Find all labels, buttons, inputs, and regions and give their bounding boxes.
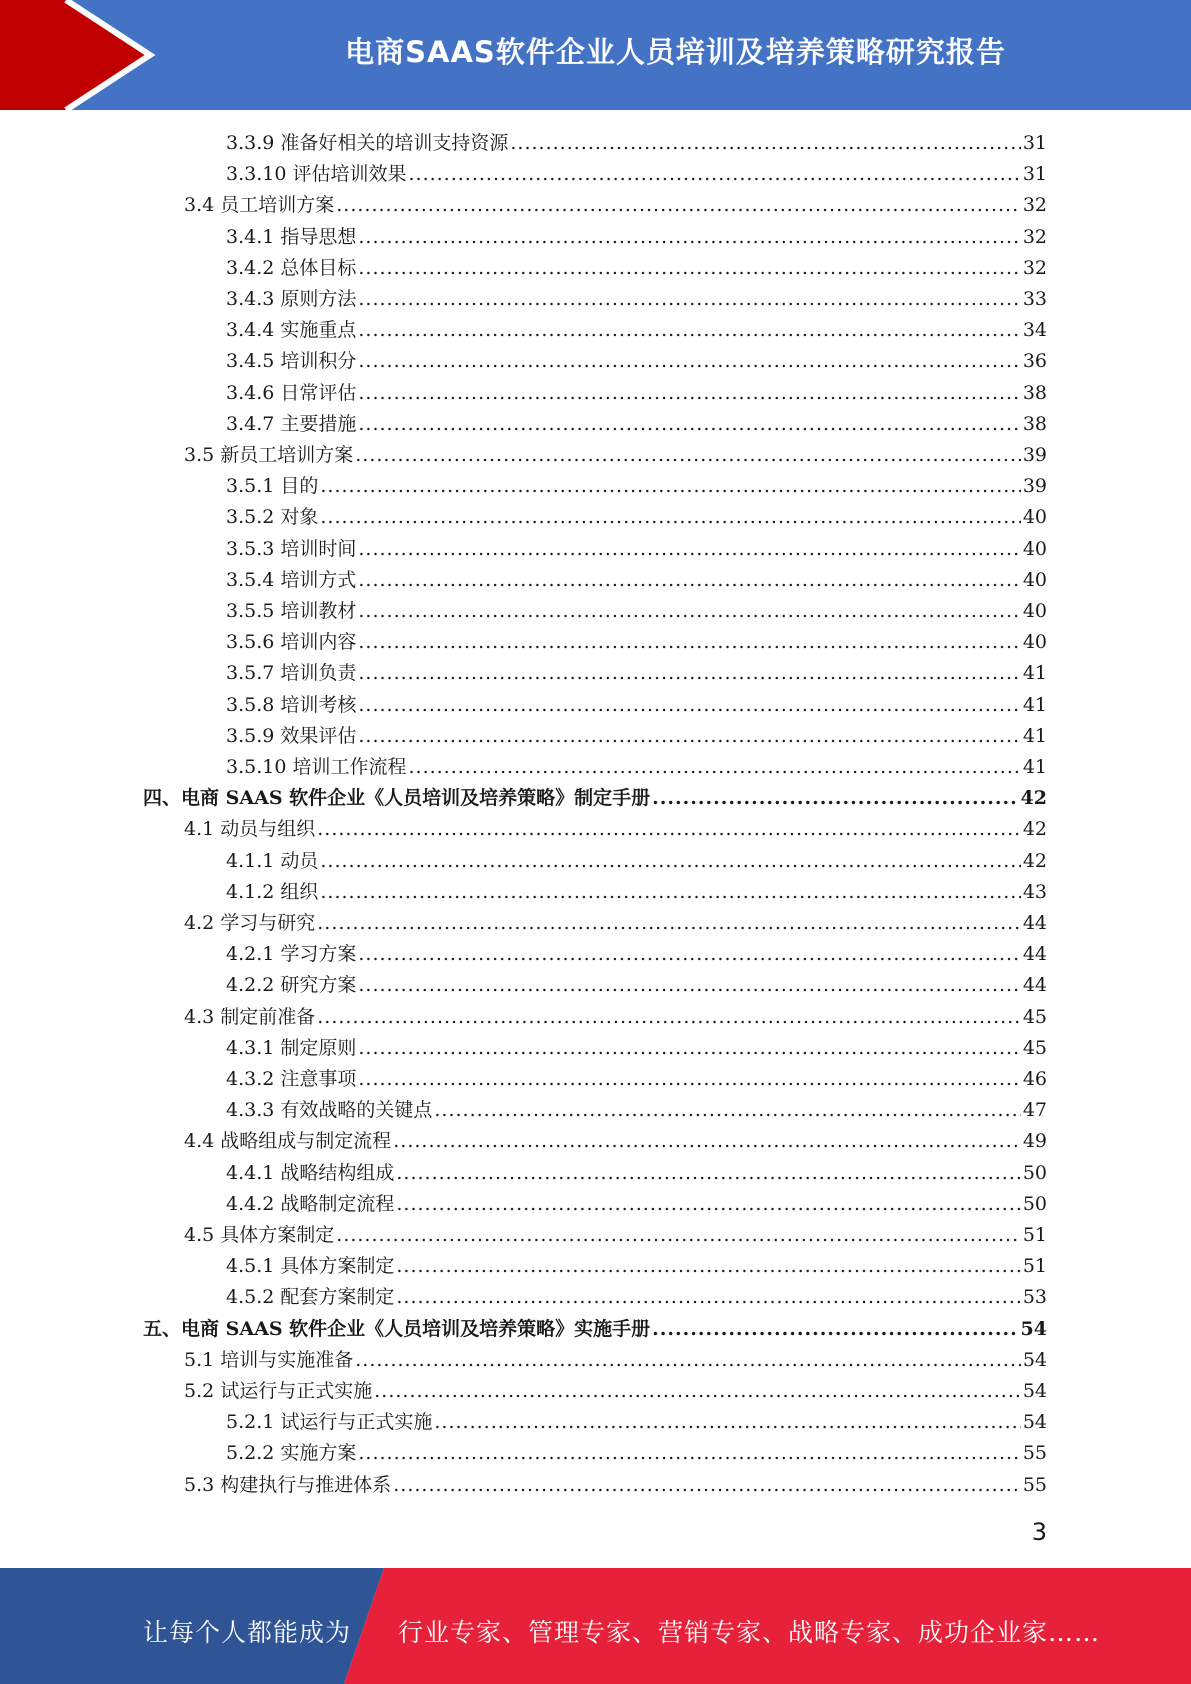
toc-entry-label: 3.4.4 实施重点 — [226, 319, 357, 342]
toc-entry[interactable] — [226, 1438, 1047, 1469]
toc-entry-page: 31 — [1022, 132, 1047, 154]
toc-entry-label: 4.3 制定前准备 — [184, 1005, 316, 1028]
toc-dot-leader — [358, 409, 1020, 440]
toc-entry-page: 39 — [1022, 444, 1047, 466]
toc-dot-leader — [358, 939, 1020, 970]
toc-entry-page: 51 — [1022, 1224, 1047, 1246]
toc-entry-page: 33 — [1022, 288, 1047, 310]
toc-entry-label: 4.5.1 具体方案制定 — [226, 1255, 395, 1278]
toc-entry-label: 3.4.7 主要措施 — [226, 412, 357, 435]
toc-dot-leader — [510, 128, 1020, 159]
toc-dot-leader — [320, 846, 1020, 877]
toc-entry-label: 4.4.2 战略制定流程 — [226, 1192, 395, 1215]
toc-dot-leader — [408, 752, 1020, 783]
toc-entry-label: 4.1.2 组织 — [226, 880, 319, 903]
toc-entry-page: 54 — [1020, 1317, 1047, 1340]
toc-entry-label: 4.1.1 动员 — [226, 849, 319, 872]
toc-dot-leader — [358, 565, 1020, 596]
toc-entry-label: 4.3.1 制定原则 — [226, 1036, 357, 1059]
toc-entry[interactable] — [226, 159, 1047, 190]
toc-entry[interactable] — [184, 1376, 1047, 1407]
toc-entry-label: 4.1 动员与组织 — [184, 818, 316, 841]
toc-dot-leader — [652, 1314, 1018, 1345]
toc-entry-label: 3.5.7 培训负责 — [226, 662, 357, 685]
toc-entry[interactable] — [184, 190, 1047, 221]
toc-entry[interactable] — [226, 253, 1047, 284]
toc-entry-page: 40 — [1022, 568, 1047, 591]
toc-dot-leader — [358, 346, 1020, 377]
toc-entry-label: 4.2.1 学习方案 — [226, 943, 357, 966]
toc-dot-leader — [320, 502, 1020, 533]
toc-dot-leader — [396, 1251, 1020, 1282]
toc-entry[interactable] — [226, 627, 1047, 658]
toc-entry[interactable] — [143, 783, 1047, 814]
toc-dot-leader — [358, 222, 1020, 253]
toc-entry[interactable] — [226, 1282, 1047, 1313]
toc-entry-page: 38 — [1022, 412, 1047, 435]
toc-dot-leader — [434, 1095, 1020, 1126]
toc-entry-page: 46 — [1022, 1068, 1047, 1090]
toc-dot-leader — [358, 1033, 1020, 1064]
toc-entry-page: 42 — [1020, 787, 1047, 810]
toc-entry-page: 49 — [1022, 1130, 1047, 1153]
toc-dot-leader — [358, 534, 1020, 565]
toc-entry-page: 51 — [1022, 1255, 1047, 1278]
toc-entry-page: 32 — [1022, 225, 1047, 248]
toc-dot-leader — [358, 1438, 1020, 1469]
toc-entry[interactable] — [226, 222, 1047, 253]
toc-entry-label: 四、电商 SAAS 软件企业《人员培训及培养策略》制定手册 — [143, 787, 651, 810]
toc-entry-page: 38 — [1022, 381, 1047, 404]
toc-dot-leader — [358, 253, 1020, 284]
toc-dot-leader — [320, 877, 1020, 908]
toc-entry-page: 41 — [1022, 693, 1047, 716]
page-header — [0, 0, 1191, 110]
toc-entry[interactable] — [226, 1064, 1047, 1095]
toc-entry[interactable] — [226, 128, 1047, 159]
toc-entry-page: 45 — [1022, 1005, 1047, 1028]
toc-entry-page: 41 — [1022, 662, 1047, 685]
toc-entry[interactable] — [226, 565, 1047, 596]
toc-dot-leader — [358, 690, 1020, 721]
toc-entry-label: 4.3.3 有效战略的关键点 — [226, 1099, 433, 1122]
toc-entry-page: 43 — [1022, 880, 1047, 903]
toc-entry[interactable] — [184, 1470, 1047, 1501]
toc-entry-label: 五、电商 SAAS 软件企业《人员培训及培养策略》实施手册 — [143, 1317, 651, 1340]
toc-dot-leader — [358, 627, 1020, 658]
toc-entry-page: 41 — [1022, 756, 1047, 778]
toc-entry[interactable] — [226, 1033, 1047, 1064]
toc-entry[interactable] — [226, 378, 1047, 409]
toc-dot-leader — [358, 721, 1020, 752]
page-footer — [0, 1568, 1191, 1684]
toc-entry-page: 32 — [1022, 256, 1047, 279]
toc-dot-leader — [320, 471, 1020, 502]
toc-entry-page: 42 — [1022, 818, 1047, 841]
toc-entry-page: 55 — [1022, 1442, 1047, 1465]
toc-dot-leader — [358, 315, 1020, 346]
toc-entry-page: 40 — [1022, 631, 1047, 654]
toc-dot-leader — [374, 1376, 1021, 1407]
toc-entry-page: 50 — [1022, 1161, 1047, 1184]
toc-entry[interactable] — [184, 440, 1047, 471]
toc-entry-label: 3.5.10 培训工作流程 — [226, 756, 407, 778]
toc-entry-page: 54 — [1022, 1411, 1047, 1434]
toc-entry[interactable] — [184, 1345, 1047, 1376]
toc-entry-page: 54 — [1022, 1380, 1047, 1402]
toc-entry-page: 42 — [1022, 849, 1047, 872]
toc-entry-label: 3.5.9 效果评估 — [226, 724, 357, 747]
toc-entry-page: 40 — [1022, 506, 1047, 529]
toc-entry-label: 3.5.2 对象 — [226, 506, 319, 529]
header-arrow-icon — [0, 0, 160, 110]
toc-entry-label: 5.1 培训与实施准备 — [184, 1348, 354, 1371]
toc-entry[interactable] — [184, 1126, 1047, 1157]
toc-entry[interactable] — [226, 315, 1047, 346]
toc-dot-leader — [396, 1158, 1020, 1189]
toc-entry-label: 3.3.9 准备好相关的培训支持资源 — [226, 132, 509, 154]
toc-entry[interactable] — [226, 970, 1047, 1001]
toc-entry[interactable] — [226, 690, 1047, 721]
toc-dot-leader — [393, 1470, 1021, 1501]
toc-entry[interactable] — [226, 502, 1047, 533]
toc-entry-label: 4.5 具体方案制定 — [184, 1224, 335, 1246]
toc-entry-label: 3.4.3 原则方法 — [226, 288, 357, 310]
toc-dot-leader — [336, 1220, 1021, 1251]
toc-dot-leader — [434, 1407, 1020, 1438]
toc-entry-label: 3.5.4 培训方式 — [226, 568, 357, 591]
toc-dot-leader — [336, 190, 1021, 221]
toc-entry[interactable] — [226, 471, 1047, 502]
toc-entry-label: 3.4.1 指导思想 — [226, 225, 357, 248]
toc-entry[interactable] — [226, 1095, 1047, 1126]
toc-entry[interactable] — [226, 752, 1047, 783]
toc-dot-leader — [393, 1126, 1021, 1157]
toc-entry-label: 3.4 员工培训方案 — [184, 194, 335, 217]
toc-entry-label: 3.3.10 评估培训效果 — [226, 163, 407, 186]
toc-entry-label: 3.5.3 培训时间 — [226, 537, 357, 560]
toc-entry[interactable] — [226, 284, 1047, 315]
toc-entry[interactable] — [184, 1002, 1047, 1033]
toc-entry-page: 31 — [1022, 163, 1047, 186]
toc-entry-page: 54 — [1022, 1348, 1047, 1371]
toc-entry-page: 50 — [1022, 1192, 1047, 1215]
toc-dot-leader — [358, 378, 1020, 409]
toc-entry-page: 36 — [1022, 350, 1047, 373]
toc-entry[interactable] — [226, 534, 1047, 565]
toc-dot-leader — [358, 1064, 1020, 1095]
toc-entry[interactable] — [184, 908, 1047, 939]
toc-entry-label: 4.5.2 配套方案制定 — [226, 1286, 395, 1309]
toc-entry-label: 4.4 战略组成与制定流程 — [184, 1130, 392, 1153]
toc-entry[interactable] — [226, 658, 1047, 689]
toc-entry-label: 4.2.2 研究方案 — [226, 974, 357, 997]
toc-entry-label: 3.5.1 目的 — [226, 475, 319, 498]
toc-entry-page: 34 — [1022, 319, 1047, 342]
toc-entry-page: 41 — [1022, 724, 1047, 747]
toc-entry-label: 3.5 新员工培训方案 — [184, 444, 354, 466]
toc-dot-leader — [358, 658, 1020, 689]
toc-dot-leader — [408, 159, 1020, 190]
toc-dot-leader — [358, 284, 1020, 315]
toc-dot-leader — [317, 908, 1021, 939]
toc-dot-leader — [355, 1345, 1021, 1376]
toc-entry-label: 3.5.5 培训教材 — [226, 600, 357, 622]
toc-dot-leader — [317, 814, 1021, 845]
toc-dot-leader — [317, 1002, 1021, 1033]
toc-entry[interactable] — [184, 1220, 1047, 1251]
toc-entry-label: 3.5.6 培训内容 — [226, 631, 357, 654]
toc-entry-label: 3.5.8 培训考核 — [226, 693, 357, 716]
toc-entry[interactable] — [143, 1314, 1047, 1345]
toc-dot-leader — [358, 596, 1020, 627]
footer-slogan-left: 让每个人都能成为 — [143, 1618, 352, 1647]
toc-entry[interactable] — [226, 1407, 1047, 1438]
toc-entry-page: 44 — [1022, 912, 1047, 934]
toc-entry[interactable] — [226, 846, 1047, 877]
toc-entry-page: 44 — [1022, 943, 1047, 966]
toc-entry[interactable] — [226, 346, 1047, 377]
toc-entry-page: 47 — [1022, 1099, 1047, 1122]
toc-entry-label: 5.2 试运行与正式实施 — [184, 1380, 373, 1402]
toc-entry[interactable] — [226, 721, 1047, 752]
toc-entry[interactable] — [226, 877, 1047, 908]
toc-entry[interactable] — [226, 1251, 1047, 1282]
toc-entry[interactable] — [184, 814, 1047, 845]
toc-entry-label: 3.4.2 总体目标 — [226, 256, 357, 279]
document-title: 电商SAAS软件企业人员培训及培养策略研究报告 — [345, 35, 1006, 69]
toc-entry-label: 4.2 学习与研究 — [184, 912, 316, 934]
toc-entry-page: 45 — [1022, 1036, 1047, 1059]
toc-entry[interactable] — [226, 1158, 1047, 1189]
toc-dot-leader — [355, 440, 1021, 471]
page-number: 3 — [1031, 1518, 1047, 1546]
toc-entry[interactable] — [226, 939, 1047, 970]
toc-entry-page: 32 — [1022, 194, 1047, 217]
toc-entry-label: 3.4.5 培训积分 — [226, 350, 357, 373]
toc-entry-label: 5.2.1 试运行与正式实施 — [226, 1411, 433, 1434]
toc-entry[interactable] — [226, 1189, 1047, 1220]
toc-entry-label: 5.2.2 实施方案 — [226, 1442, 357, 1465]
toc-entry-page: 40 — [1022, 600, 1047, 622]
toc-entry-label: 3.4.6 日常评估 — [226, 381, 357, 404]
toc-entry-page: 39 — [1022, 475, 1047, 498]
footer-slogan-right: 行业专家、管理专家、营销专家、战略专家、成功企业家…… — [398, 1618, 1101, 1647]
toc-dot-leader — [396, 1282, 1020, 1313]
toc-entry-page: 40 — [1022, 537, 1047, 560]
toc-dot-leader — [358, 970, 1020, 1001]
toc-entry[interactable] — [226, 596, 1047, 627]
toc-entry-page: 53 — [1022, 1286, 1047, 1309]
toc-entry-label: 4.4.1 战略结构组成 — [226, 1161, 395, 1184]
toc-entry-page: 44 — [1022, 974, 1047, 997]
toc-dot-leader — [396, 1189, 1020, 1220]
toc-entry-page: 55 — [1022, 1473, 1047, 1496]
toc-dot-leader — [652, 783, 1018, 814]
toc-entry-label: 4.3.2 注意事项 — [226, 1068, 357, 1090]
toc-entry-label: 5.3 构建执行与推进体系 — [184, 1473, 392, 1496]
toc-entry[interactable] — [226, 409, 1047, 440]
